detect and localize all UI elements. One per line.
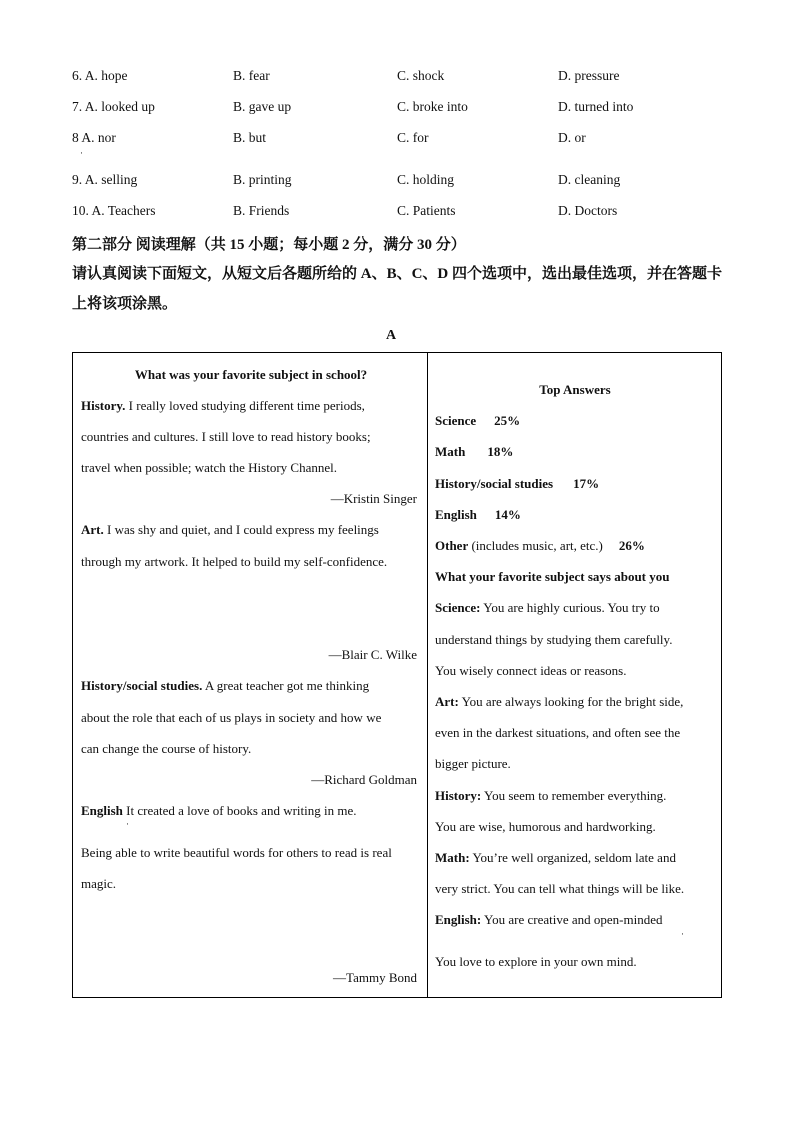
question-7 [72,99,732,119]
english-line1 [81,803,357,819]
q7-option-a: 7. A. looked up [72,99,155,114]
history-text: I really loved studying different time periods, [125,398,365,413]
stat-math [435,444,513,460]
science-label: Science: [435,600,481,615]
english-line3: magic. [81,876,117,891]
history-trait-text: You seem to remember everything. [481,788,667,803]
stat-history-social [435,476,599,492]
q6-option-d: D. pressure [558,68,620,83]
english-trait-text: You are creative and open-minded [481,912,663,927]
column-divider [427,353,428,997]
q10-option-d: D. Doctors [558,203,618,218]
section-instruction: 请认真阅读下面短文，从短文后各题所给的 A、B、C、D 四个选项中，选出最佳选项，并在答题卡上将该项涂黑。 [72,266,723,312]
stat-english [435,507,521,523]
science-text: You are highly curious. You try to [480,600,660,615]
social-studies-label: History/social studies. [81,678,203,693]
math-trait-text: You’re well organized, seldom late and [469,850,676,865]
q6-option-b: B. fear [233,68,270,83]
says-about-you-title: What your favorite subject says about you [435,569,670,584]
history-answer-line3: travel when possible; watch the History Channel. [81,460,337,475]
english-line2: Being able to write beautiful words for others to read is real [81,845,392,860]
math-trait-line1 [435,850,676,866]
stat-label: Science [435,413,477,428]
art-author: —Blair C. Wilke [328,647,417,662]
art-trait-line2: even in the darkest situations, and often see the [435,725,681,740]
q8-option-a: 8 A. nor [72,130,116,145]
math-trait-line2: very strict. You can tell what things will be like. [435,881,685,896]
stat-value: 26% [618,538,645,553]
social-studies-author: —Richard Goldman [311,772,417,787]
question-8 [72,130,732,150]
history-trait-label: History: [435,788,482,803]
history-author: —Kristin Singer [330,491,417,506]
english-label: English [81,803,123,818]
history-answer-line2: countries and cultures. I still love to read history books; [81,429,371,444]
science-line1 [435,600,660,616]
history-label: History. [81,398,126,413]
art-trait-label: Art: [435,694,459,709]
math-trait-label: Math: [435,850,470,865]
english-trait-line1 [435,912,662,928]
stat-value: 25% [494,413,521,428]
history-trait-line1 [435,788,666,804]
art-answer-line1 [81,522,379,538]
history-trait-line2: You are wise, humorous and hardworking. [435,819,656,834]
social-studies-line2: about the role that each of us plays in society and how we [81,710,382,725]
q8-option-c: C. for [397,130,429,145]
art-label: Art. [81,522,104,537]
q9-option-d: D. cleaning [558,172,621,187]
stat-label: Other [435,538,469,553]
q8-option-d: D. or [558,130,586,145]
q8-option-b: B. but [233,130,267,145]
question-6 [72,68,732,88]
stat-value: 14% [494,507,521,522]
question-9 [72,172,732,192]
science-line3: You wisely connect ideas or reasons. [435,663,627,678]
english-author: —Tammy Bond [333,970,417,985]
q6-option-c: C. shock [397,68,445,83]
english-text: It created a love of books and writing in me. [122,803,357,818]
q9-option-a: 9. A. selling [72,172,138,187]
stat-label: English [435,507,477,522]
stat-label: Math [435,444,466,459]
q10-option-a: 10. A. Teachers [72,203,156,218]
q7-option-d: D. turned into [558,99,634,114]
q10-option-c: C. Patients [397,203,456,218]
social-studies-line3: can change the course of history. [81,741,252,756]
q6-option-a: 6. A. hope [72,68,128,83]
q7-option-b: B. gave up [233,99,292,114]
survey-question: What was your favorite subject in school? [134,367,368,382]
art-text: I was shy and quiet, and I could express my feelings [103,522,379,537]
stat-science [435,413,520,429]
stray-dot: · [681,929,684,939]
passage-label: A [386,328,397,343]
art-trait-text: You are always looking for the bright side, [458,694,684,709]
stray-dot: · [126,819,129,829]
art-answer-line2: through my artwork. It helped to build my self-confidence. [81,554,388,569]
top-answers-title: Top Answers [539,382,611,397]
english-trait-line2: You love to explore in your own mind. [435,954,637,969]
stat-value: 17% [573,476,600,491]
history-answer-line1 [81,398,365,414]
art-trait-line3: bigger picture. [435,756,511,771]
social-studies-line1 [81,678,369,694]
stray-dot: · [80,148,83,158]
stat-label: History/social studies [435,476,554,491]
english-trait-label: English: [435,912,482,927]
passage-box [72,352,722,998]
stat-value: 18% [487,444,514,459]
q7-option-c: C. broke into [397,99,468,114]
art-trait-line1 [435,694,683,710]
stat-note: (includes music, art, etc.) [468,538,603,553]
section-heading: 第二部分 阅读理解（共 15 小题；每小题 2 分，满分 30 分） [72,237,466,253]
question-10 [72,203,732,223]
q9-option-c: C. holding [397,172,455,187]
stat-other [435,538,645,554]
q9-option-b: B. printing [233,172,292,187]
q10-option-b: B. Friends [233,203,290,218]
social-studies-text: A great teacher got me thinking [202,678,370,693]
science-line2: understand things by studying them carefully. [435,632,673,647]
